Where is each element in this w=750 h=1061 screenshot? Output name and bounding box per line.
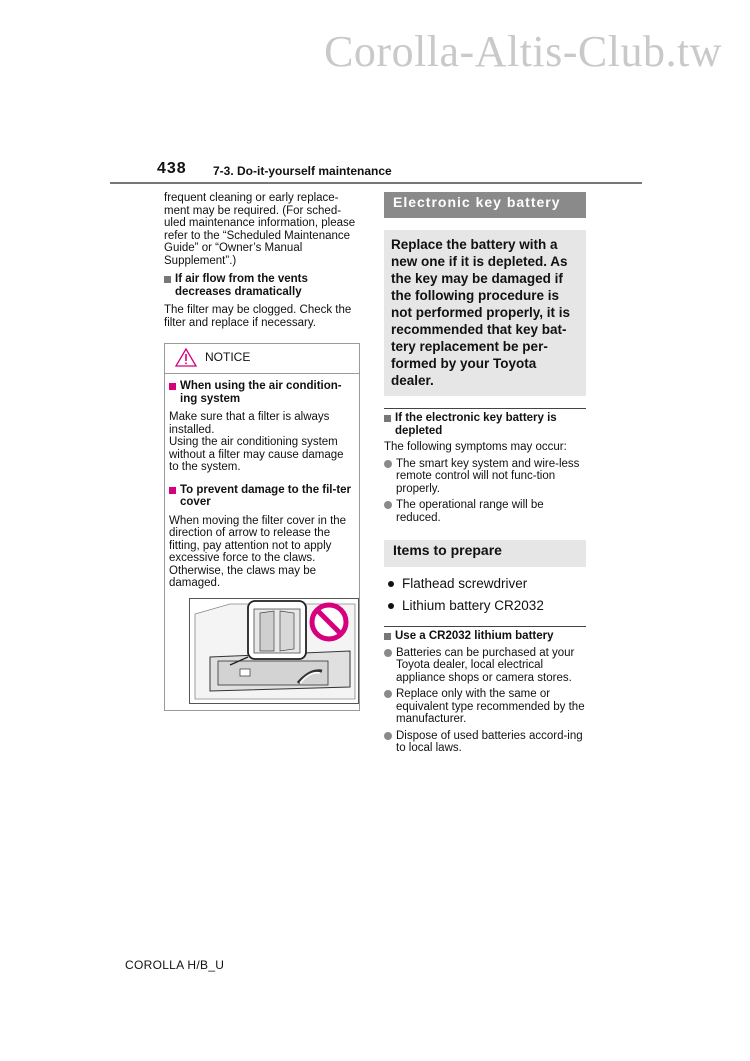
list-item: Flathead screwdriver — [384, 578, 586, 591]
battery-warning-box: Replace the battery with a new one if it is depleted. As the key may be damaged if the following procedure is not performed properly, it is recommended that key bat-tery replacement be per-formed by your Toyota dealer. — [384, 230, 586, 396]
notice-header — [165, 344, 359, 374]
list-item: Replace only with the same or equivalent type recommended by the manufacturer. — [384, 688, 586, 726]
notice-text-2: When moving the filter cover in the direction of arrow to release the fitting, pay attention not to apply excessive force to the claws. Otherwise, the claws may be damaged. — [169, 514, 347, 589]
section-title: 7-3. Do-it-yourself maintenance — [213, 164, 392, 178]
square-bullet-icon — [164, 276, 171, 283]
notice-heading-1: When using the air condition-ing system — [169, 380, 355, 405]
bullet-dot-icon — [384, 501, 392, 509]
airflow-heading: If air flow from the vents decreases dramatically — [164, 273, 360, 298]
bullet-dot-icon — [388, 581, 394, 587]
left-column — [164, 192, 360, 711]
list-item: Batteries can be purchased at your Toyota dealer, local electrical appliance shops or camera stores. — [384, 647, 586, 685]
square-bullet-icon — [384, 633, 391, 640]
page-number: 438 — [157, 160, 187, 177]
warning-triangle-icon — [175, 348, 197, 367]
notice-label: NOTICE — [205, 350, 251, 365]
bullet-dot-icon — [388, 603, 394, 609]
depleted-section — [384, 408, 586, 524]
list-item: The operational range will be reduced. — [384, 499, 586, 524]
airflow-text: The filter may be clogged. Check the filter and replace if necessary. — [164, 304, 352, 329]
items-to-prepare-title: Items to prepare — [384, 540, 586, 567]
watermark: Corolla-Altis-Club.tw — [324, 27, 722, 76]
notice-heading-2: To prevent damage to the fil-ter cover — [169, 484, 355, 509]
square-bullet-icon — [169, 487, 176, 494]
cr2032-section — [384, 626, 586, 755]
bullet-dot-icon — [384, 732, 392, 740]
square-bullet-icon — [384, 415, 391, 422]
battery-section-title: Electronic key battery — [384, 192, 586, 218]
filter-cover-illustration — [189, 598, 359, 704]
square-bullet-icon — [169, 383, 176, 390]
intro-text: frequent cleaning or early replace-ment may be required. (For sched-uled maintenance information, please refer to the “Scheduled Maintenance Guide” or “Owner’s Manual Supplement”.) — [164, 192, 356, 267]
bullet-dot-icon — [384, 460, 392, 468]
depleted-intro: The following symptoms may occur: — [384, 441, 567, 453]
cr2032-heading: Use a CR2032 lithium battery — [384, 630, 586, 643]
notice-text-1: Make sure that a filter is always installed. Using the air conditioning system without a filter may cause damage to the system. — [169, 411, 344, 473]
bullet-dot-icon — [384, 649, 392, 657]
list-item: Lithium battery CR2032 — [384, 600, 586, 613]
depleted-heading: If the electronic key battery is depleted — [384, 412, 586, 437]
footer-code: COROLLA H/B_U — [125, 958, 225, 972]
bullet-dot-icon — [384, 690, 392, 698]
list-item: Dispose of used batteries accord-ing to local laws. — [384, 730, 586, 755]
list-item: The smart key system and wire-less remote control will not func-tion properly. — [384, 458, 586, 496]
header-rule — [110, 182, 642, 184]
notice-box — [164, 343, 360, 711]
right-column — [384, 192, 586, 755]
